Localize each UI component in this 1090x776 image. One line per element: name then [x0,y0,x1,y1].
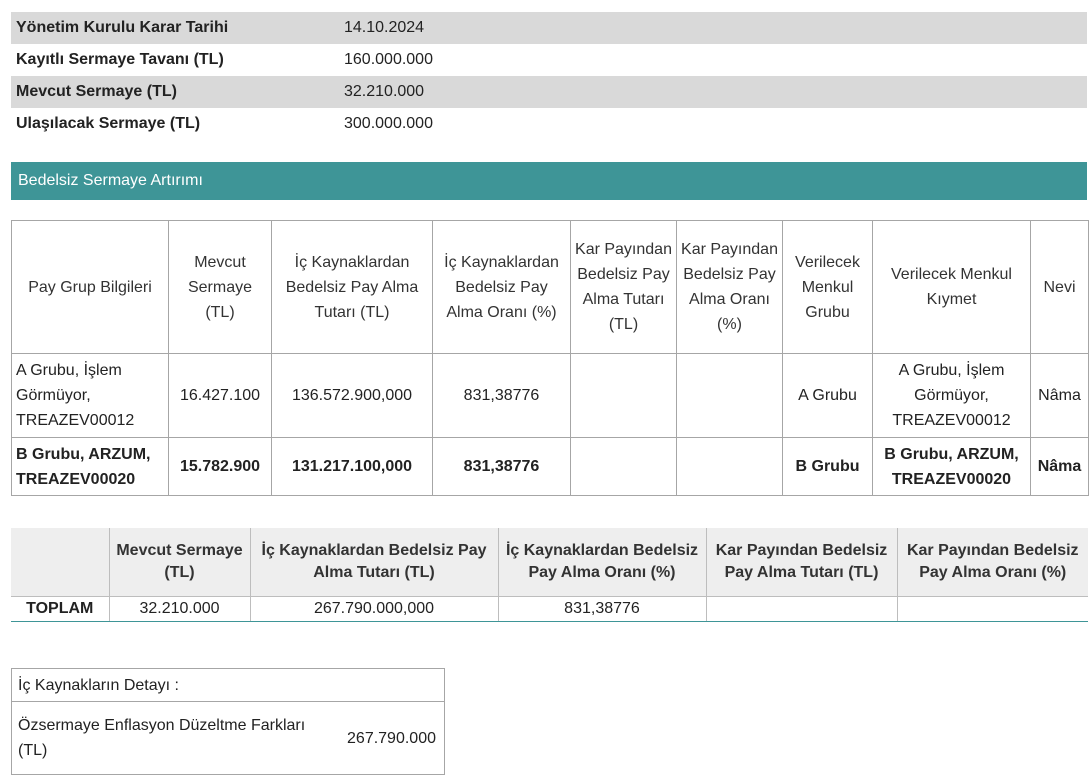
summary-value: 14.10.2024 [339,12,1087,44]
table-cell: Nâma [1031,438,1089,496]
table-cell: B Grubu [783,438,873,496]
table-cell: A Grubu [783,354,873,438]
table-cell: 831,38776 [498,596,706,621]
summary-label: Kayıtlı Sermaye Tavanı (TL) [16,51,224,68]
table-cell: 831,38776 [433,354,571,438]
column-header: İç Kaynaklardan Bedelsiz Pay Alma Tutarı (TL) [250,528,498,596]
table-row [12,354,1089,438]
detail-item-label: Özsermaye Enflasyon Düzeltme Farkları (TL) [12,702,325,775]
table-cell: B Grubu, ARZUM, TREAZEV00020 [12,438,169,496]
table-cell: Nâma [1031,354,1089,438]
table-cell: 16.427.100 [169,354,272,438]
table-cell [677,354,783,438]
table-cell: 131.217.100,000 [272,438,433,496]
table-cell: A Grubu, İşlem Görmüyor, TREAZEV00012 [12,354,169,438]
total-header-row [11,528,1088,596]
summary-row [11,44,1087,76]
table-cell [571,438,677,496]
column-header: İç Kaynaklardan Bedelsiz Pay Alma Oranı (%) [433,221,571,354]
column-header: Mevcut Sermaye (TL) [109,528,250,596]
total-label: TOPLAM [11,596,109,621]
column-header: Verilecek Menkul Kıymet [873,221,1031,354]
column-header: İç Kaynaklardan Bedelsiz Pay Alma Oranı (%) [498,528,706,596]
table-cell: 15.782.900 [169,438,272,496]
summary-value: 300.000.000 [344,115,433,132]
column-header: Kar Payından Bedelsiz Pay Alma Oranı (%) [677,221,783,354]
summary-row [11,108,1087,140]
column-header: Verilecek Menkul Grubu [783,221,873,354]
table-header-row [12,221,1089,354]
summary-label: Mevcut Sermaye (TL) [11,76,339,108]
table-cell [571,354,677,438]
share-group-table [11,220,1089,496]
summary-table [11,12,1087,140]
table-cell [677,438,783,496]
section-title: Bedelsiz Sermaye Artırımı [11,162,1087,200]
summary-row [11,12,1087,44]
column-header: Kar Payından Bedelsiz Pay Alma Tutarı (TL) [571,221,677,354]
internal-sources-detail [11,668,445,775]
table-row [12,438,1089,496]
summary-value: 32.210.000 [339,76,1087,108]
detail-item-value: 267.790.000 [324,702,445,775]
column-header: Nevi [1031,221,1089,354]
table-cell [897,596,1088,621]
total-table [11,528,1088,622]
column-header [11,528,109,596]
summary-row [11,76,1087,108]
table-cell: 32.210.000 [109,596,250,621]
summary-label: Ulaşılacak Sermaye (TL) [16,115,201,132]
column-header: Pay Grup Bilgileri [12,221,169,354]
table-cell: B Grubu, ARZUM, TREAZEV00020 [873,438,1031,496]
table-cell [706,596,897,621]
column-header: Kar Payından Bedelsiz Pay Alma Tutarı (TL) [706,528,897,596]
summary-label: Yönetim Kurulu Karar Tarihi [11,12,339,44]
table-cell: 267.790.000,000 [250,596,498,621]
table-cell: 136.572.900,000 [272,354,433,438]
table-cell: A Grubu, İşlem Görmüyor, TREAZEV00012 [873,354,1031,438]
column-header: Kar Payından Bedelsiz Pay Alma Oranı (%) [897,528,1088,596]
column-header: Mevcut Sermaye (TL) [169,221,272,354]
total-row [11,596,1088,621]
column-header: İç Kaynaklardan Bedelsiz Pay Alma Tutarı (TL) [272,221,433,354]
detail-title: İç Kaynakların Detayı : [12,669,445,702]
table-cell: 831,38776 [433,438,571,496]
summary-value: 160.000.000 [344,51,433,68]
